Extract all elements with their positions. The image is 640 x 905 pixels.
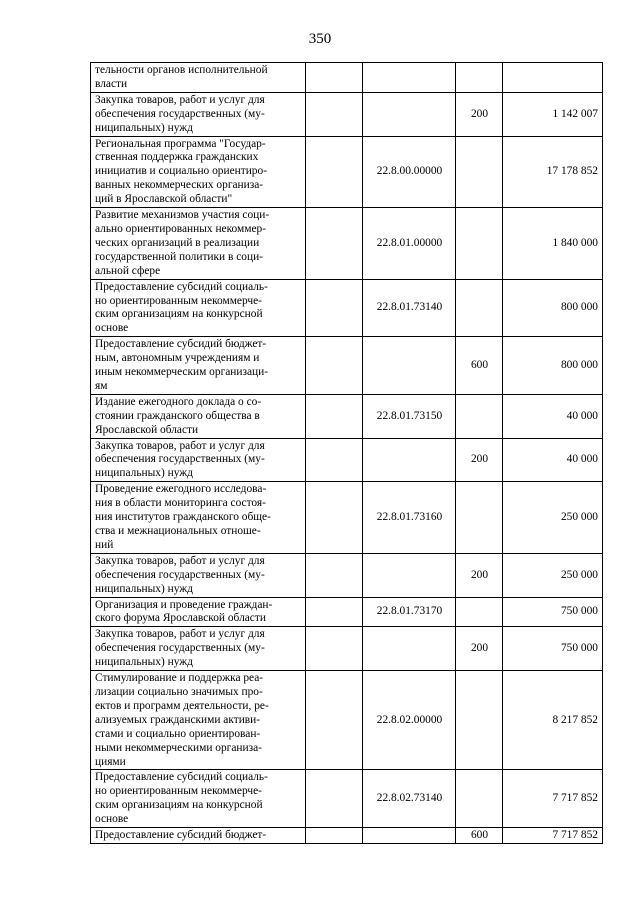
row-name-cell bbox=[91, 438, 306, 482]
row-name-line: ванных некоммерческих организа- bbox=[95, 179, 264, 192]
row-code-cell bbox=[363, 828, 456, 844]
row-code-cell: 22.8.01.73160 bbox=[363, 482, 456, 554]
row-expense-type-cell bbox=[456, 394, 503, 438]
row-empty-cell bbox=[306, 597, 363, 627]
row-name-line: Организация и проведение граждан- bbox=[95, 598, 273, 611]
row-name-line: Закупка товаров, работ и услуг для bbox=[95, 554, 265, 567]
row-name-line: ным, автономным учреждениям и bbox=[95, 352, 260, 365]
row-expense-type-cell bbox=[456, 279, 503, 337]
row-sum-cell: 750 000 bbox=[503, 597, 603, 627]
row-name-line: но ориентированным некоммерче- bbox=[95, 785, 262, 798]
row-empty-cell bbox=[306, 627, 363, 671]
row-name-line: Закупка товаров, работ и услуг для bbox=[95, 93, 265, 106]
row-sum-cell: 7 717 852 bbox=[503, 770, 603, 828]
row-name-line: альной сфере bbox=[95, 264, 161, 277]
row-name-line: обеспечения государственных (му- bbox=[95, 453, 265, 466]
row-name-cell bbox=[91, 92, 306, 136]
row-name-line: основе bbox=[95, 322, 129, 335]
row-code-cell bbox=[363, 337, 456, 395]
row-empty-cell bbox=[306, 770, 363, 828]
row-empty-cell bbox=[306, 438, 363, 482]
row-name-line: Предоставление субсидий социаль- bbox=[95, 280, 268, 293]
row-sum-cell: 800 000 bbox=[503, 279, 603, 337]
row-name-cell bbox=[91, 208, 306, 280]
row-name-cell bbox=[91, 671, 306, 770]
row-name-line: циями bbox=[95, 755, 126, 768]
row-name-line: ниципальных) нужд bbox=[95, 467, 193, 480]
row-expense-type-cell bbox=[456, 208, 503, 280]
row-name-line: ций в Ярославской области" bbox=[95, 193, 233, 206]
row-code-cell: 22.8.01.73140 bbox=[363, 279, 456, 337]
table-row bbox=[91, 63, 603, 93]
row-name-line: иным некоммерческим организаци- bbox=[95, 366, 269, 379]
row-name-line: тельности органов исполнительной bbox=[95, 64, 268, 76]
row-sum-cell: 1 142 007 bbox=[503, 92, 603, 136]
row-name-line: ского форума Ярославской области bbox=[95, 612, 266, 625]
row-name-line: основе bbox=[95, 813, 129, 826]
row-name-line: ческих организаций в реализации bbox=[95, 236, 260, 249]
row-empty-cell bbox=[306, 136, 363, 208]
row-name-line: ственная поддержка гражданских bbox=[95, 151, 259, 164]
page-number: 350 bbox=[308, 31, 332, 47]
row-code-cell: 22.8.02.73140 bbox=[363, 770, 456, 828]
row-name-line: ским организациям на конкурсной bbox=[95, 308, 263, 321]
row-empty-cell bbox=[306, 828, 363, 844]
row-empty-cell bbox=[306, 553, 363, 597]
row-expense-type-cell: 200 bbox=[456, 627, 503, 671]
table-row bbox=[91, 92, 603, 136]
budget-table-body bbox=[91, 63, 603, 844]
table-row bbox=[91, 279, 603, 337]
row-name-line: Предоставление субсидий бюджет- bbox=[95, 829, 267, 842]
row-expense-type-cell bbox=[456, 63, 503, 93]
row-name-line: Региональная программа "Государ- bbox=[95, 137, 266, 150]
row-name-line: Издание ежегодного доклада о со- bbox=[95, 395, 262, 408]
row-sum-cell: 250 000 bbox=[503, 482, 603, 554]
row-name-line: ским организациям на конкурсной bbox=[95, 799, 263, 812]
row-name-line: Стимулирование и поддержка реа- bbox=[95, 672, 264, 685]
row-sum-cell: 800 000 bbox=[503, 337, 603, 395]
table-row bbox=[91, 671, 603, 770]
row-code-cell bbox=[363, 63, 456, 93]
row-expense-type-cell: 600 bbox=[456, 337, 503, 395]
row-expense-type-cell bbox=[456, 482, 503, 554]
row-name-line: Развитие механизмов участия соци- bbox=[95, 209, 270, 222]
row-expense-type-cell bbox=[456, 671, 503, 770]
table-row bbox=[91, 438, 603, 482]
row-code-cell: 22.8.01.73150 bbox=[363, 394, 456, 438]
row-name-line: ниципальных) нужд bbox=[95, 656, 193, 669]
row-empty-cell bbox=[306, 482, 363, 554]
row-name-cell bbox=[91, 828, 306, 844]
row-name-line: Предоставление субсидий бюджет- bbox=[95, 338, 267, 351]
row-code-cell: 22.8.00.00000 bbox=[363, 136, 456, 208]
row-name-line: ния институтов гражданского обще- bbox=[95, 511, 271, 524]
row-name-cell bbox=[91, 136, 306, 208]
row-name-line: ям bbox=[95, 379, 108, 392]
row-name-line: Предоставление субсидий социаль- bbox=[95, 771, 268, 784]
row-name-line: обеспечения государственных (му- bbox=[95, 107, 265, 120]
table-row bbox=[91, 394, 603, 438]
row-name-cell bbox=[91, 553, 306, 597]
row-name-line: ниципальных) нужд bbox=[95, 121, 193, 134]
row-name-cell bbox=[91, 597, 306, 627]
row-name-line: Ярославской области bbox=[95, 423, 199, 436]
row-name-cell bbox=[91, 337, 306, 395]
row-name-line: стами и социально ориентирован- bbox=[95, 727, 261, 740]
row-empty-cell bbox=[306, 208, 363, 280]
row-name-line: лизации социально значимых про- bbox=[95, 685, 263, 698]
row-name-line: ектов и программ деятельности, ре- bbox=[95, 699, 269, 712]
row-code-cell: 22.8.02.00000 bbox=[363, 671, 456, 770]
row-empty-cell bbox=[306, 394, 363, 438]
row-sum-cell: 40 000 bbox=[503, 438, 603, 482]
row-code-cell bbox=[363, 92, 456, 136]
row-code-cell bbox=[363, 553, 456, 597]
table-row bbox=[91, 597, 603, 627]
row-name-line: Закупка товаров, работ и услуг для bbox=[95, 439, 265, 452]
row-name-line: ными некоммерческими организа- bbox=[95, 741, 262, 754]
row-name-line: государственной политики в соци- bbox=[95, 250, 263, 263]
row-sum-cell: 17 178 852 bbox=[503, 136, 603, 208]
row-name-cell bbox=[91, 279, 306, 337]
row-sum-cell: 250 000 bbox=[503, 553, 603, 597]
row-name-line: обеспечения государственных (му- bbox=[95, 642, 265, 655]
row-name-line: ний bbox=[95, 538, 114, 551]
row-sum-cell: 750 000 bbox=[503, 627, 603, 671]
row-name-line: ализуемых гражданскими активи- bbox=[95, 713, 261, 726]
row-name-line: ния в области мониторинга состоя- bbox=[95, 497, 266, 510]
row-sum-cell: 40 000 bbox=[503, 394, 603, 438]
table-row bbox=[91, 627, 603, 671]
row-empty-cell bbox=[306, 63, 363, 93]
row-expense-type-cell: 200 bbox=[456, 92, 503, 136]
row-sum-cell bbox=[503, 63, 603, 93]
row-empty-cell bbox=[306, 92, 363, 136]
row-name-line: Проведение ежегодного исследова- bbox=[95, 483, 267, 496]
row-name-line: власти bbox=[95, 77, 128, 90]
row-name-line: но ориентированным некоммерче- bbox=[95, 294, 262, 307]
row-code-cell: 22.8.01.73170 bbox=[363, 597, 456, 627]
row-name-line: инициатив и социально ориентиро- bbox=[95, 165, 267, 178]
row-expense-type-cell bbox=[456, 770, 503, 828]
row-name-cell bbox=[91, 627, 306, 671]
row-code-cell bbox=[363, 438, 456, 482]
row-code-cell: 22.8.01.00000 bbox=[363, 208, 456, 280]
budget-table bbox=[90, 62, 603, 844]
row-name-cell bbox=[91, 770, 306, 828]
row-sum-cell: 7 717 852 bbox=[503, 828, 603, 844]
row-empty-cell bbox=[306, 671, 363, 770]
row-name-cell bbox=[91, 63, 306, 93]
row-empty-cell bbox=[306, 337, 363, 395]
table-row bbox=[91, 828, 603, 844]
row-empty-cell bbox=[306, 279, 363, 337]
table-row bbox=[91, 482, 603, 554]
row-code-cell bbox=[363, 627, 456, 671]
row-expense-type-cell: 600 bbox=[456, 828, 503, 844]
table-row bbox=[91, 136, 603, 208]
row-expense-type-cell: 200 bbox=[456, 438, 503, 482]
row-expense-type-cell: 200 bbox=[456, 553, 503, 597]
table-row bbox=[91, 208, 603, 280]
table-row bbox=[91, 337, 603, 395]
row-name-line: ниципальных) нужд bbox=[95, 582, 193, 595]
row-expense-type-cell bbox=[456, 136, 503, 208]
row-name-line: ально ориентированных некоммер- bbox=[95, 222, 266, 235]
row-sum-cell: 1 840 000 bbox=[503, 208, 603, 280]
row-name-cell bbox=[91, 394, 306, 438]
row-name-line: ства и межнациональных отноше- bbox=[95, 525, 261, 537]
row-sum-cell: 8 217 852 bbox=[503, 671, 603, 770]
row-expense-type-cell bbox=[456, 597, 503, 627]
row-name-line: стоянии гражданского общества в bbox=[95, 409, 260, 422]
row-name-cell bbox=[91, 482, 306, 554]
table-row bbox=[91, 553, 603, 597]
table-row bbox=[91, 770, 603, 828]
row-name-line: Закупка товаров, работ и услуг для bbox=[95, 628, 265, 641]
row-name-line: обеспечения государственных (му- bbox=[95, 568, 265, 581]
